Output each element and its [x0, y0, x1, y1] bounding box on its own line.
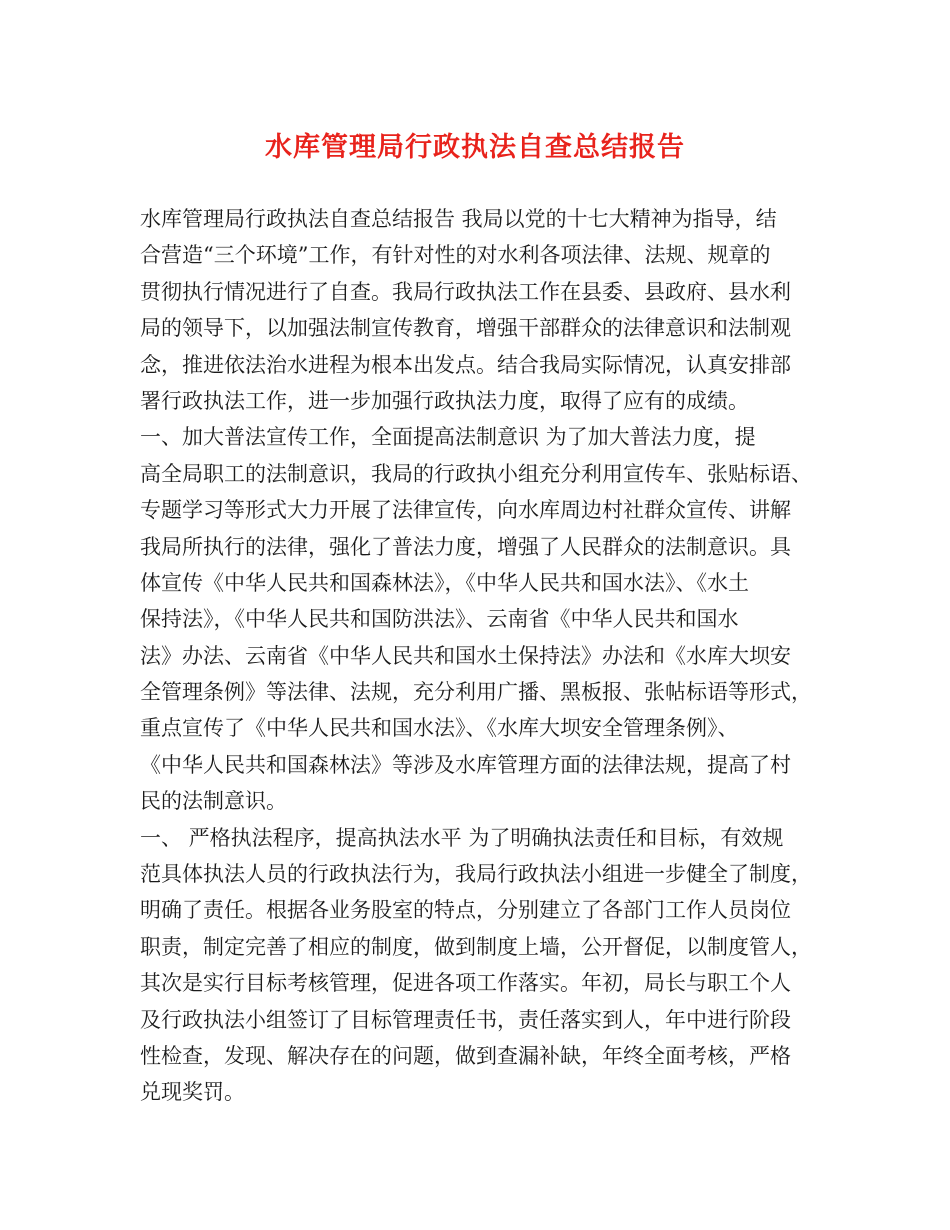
body-text-line: 一、加大普法宣传工作，全面提高法制意识 为了加大普法力度，提 — [140, 425, 756, 450]
body-text-line: 我局所执行的法律，强化了普法力度，增强了人民群众的法制意识。具 — [140, 534, 791, 559]
body-text-line: 水库管理局行政执法自查总结报告 我局以党的十七大精神为指导，结 — [140, 207, 777, 231]
body-text-line: 体宣传《中华人民共和国森林法》，《中华人民共和国水法》、《水土 — [140, 570, 749, 595]
body-text-line: 一、 严格执法程序，提高执法水平 为了明确执法责任和目标，有效规 — [140, 825, 784, 850]
body-text-line: 局的领导下，以加强法制宣传教育，增强干部群众的法律意识和法制观 — [140, 316, 791, 341]
body-text-line: 《中华人民共和国森林法》等涉及水库管理方面的法律法规，提高了村 — [140, 752, 791, 777]
body-text-line: 职责，制定完善了相应的制度，做到制度上墙，公开督促，以制度管人， — [140, 934, 812, 959]
body-text-line: 兑现奖罚。 — [140, 1080, 245, 1105]
body-text-line: 贯彻执行情况进行了自查。我局行政执法工作在县委、县政府、县水利 — [140, 279, 791, 304]
body-text-line: 民的法制意识。 — [140, 789, 287, 814]
body-text-line: 合营造“三个环境”工作，有针对性的对水利各项法律、法规、规章的 — [140, 243, 771, 268]
body-text-line: 专题学习等形式大力开展了法律宣传，向水库周边村社群众宣传、讲解 — [140, 498, 791, 523]
body-text-line: 保持法》，《中华人民共和国防洪法》、云南省《中华人民共和国水 — [140, 607, 739, 632]
body-text-line: 及行政执法小组签订了目标管理责任书，责任落实到人，年中进行阶段 — [140, 1007, 791, 1032]
body-text-line: 其次是实行目标考核管理，促进各项工作落实。年初，局长与职工个人 — [140, 971, 791, 996]
body-text-line: 署行政执法工作，进一步加强行政执法力度，取得了应有的成绩。 — [140, 388, 749, 413]
body-text-line: 性检查，发现、解决存在的问题，做到查漏补缺，年终全面考核，严格 — [140, 1043, 791, 1068]
body-text-line: 明确了责任。根据各业务股室的特点，分别建立了各部门工作人员岗位 — [140, 898, 791, 923]
document-title: 水库管理局行政执法自查总结报告 — [265, 132, 685, 163]
body-text-line: 全管理条例》等法律、法规，充分利用广播、黑板报、张帖标语等形式， — [140, 680, 812, 705]
body-text-line: 重点宣传了《中华人民共和国水法》、《水库大坝安全管理条例》、 — [140, 716, 739, 741]
body-text-line: 念，推进依法治水进程为根本出发点。结合我局实际情况，认真安排部 — [140, 352, 791, 377]
body-text-line: 法》办法、云南省《中华人民共和国水土保持法》办法和《水库大坝安 — [140, 643, 791, 668]
document-body — [140, 201, 820, 1111]
body-text-line: 高全局职工的法制意识，我局的行政执小组充分利用宣传车、张贴标语、 — [140, 461, 812, 486]
body-text-line: 范具体执法人员的行政执法行为，我局行政执法小组进一步健全了制度， — [140, 862, 812, 887]
